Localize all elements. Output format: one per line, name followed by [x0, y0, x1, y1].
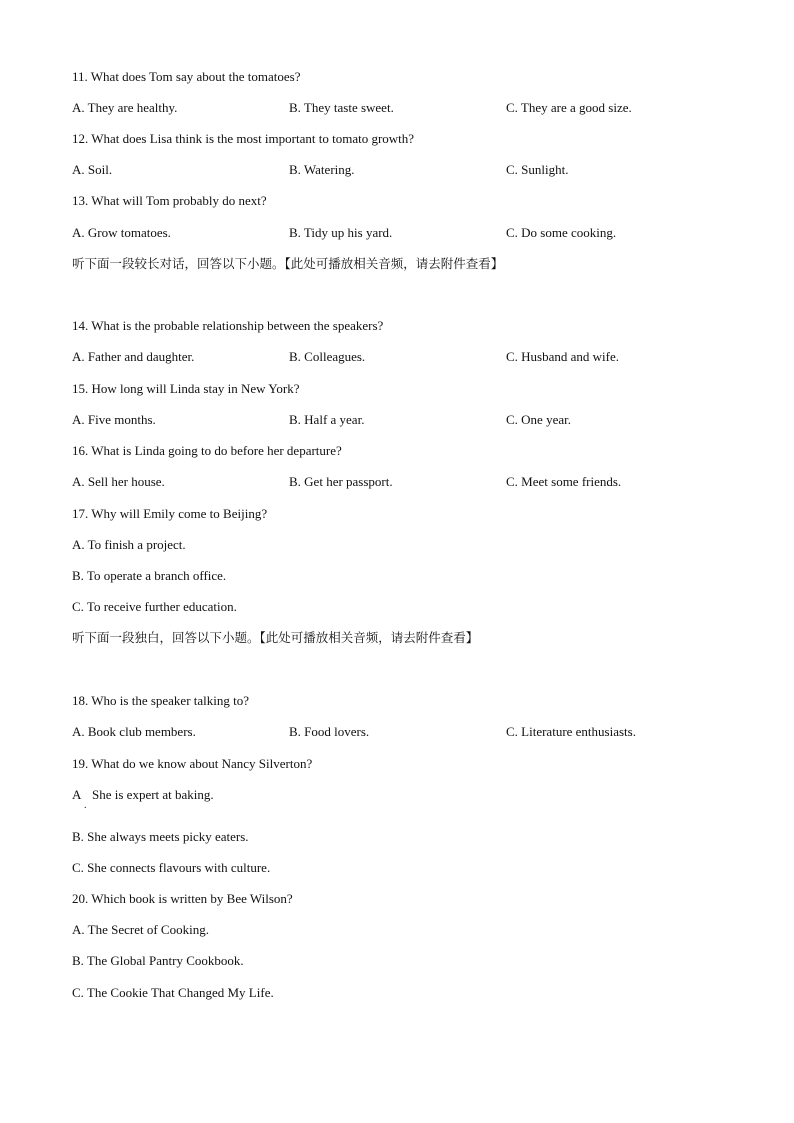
question-13-stem: 13. What will Tom probably do next? — [72, 193, 267, 208]
question-19-option-c: C. She connects flavours with culture. — [72, 860, 271, 875]
listening-instruction-dialogue: 听下面一段较长对话，回答以下小题。【此处可播放相关音频，请去附件查看】 — [72, 256, 504, 271]
question-20-option-a: A. The Secret of Cooking. — [72, 922, 209, 937]
question-12-option-c: C. Sunlight. — [506, 162, 569, 177]
question-11-stem: 11. What does Tom say about the tomatoes? — [72, 69, 301, 84]
question-12-option-b: B. Watering. — [289, 162, 355, 177]
question-18-stem: 18. Who is the speaker talking to? — [72, 693, 250, 708]
question-19-option-a-text: She is expert at baking. — [92, 787, 214, 802]
question-20-option-c: C. The Cookie That Changed My Life. — [72, 985, 274, 1000]
question-16-stem: 16. What is Linda going to do before her departure? — [72, 443, 342, 458]
listening-instruction-monologue: 听下面一段独白，回答以下小题。【此处可播放相关音频，请去附件查看】 — [72, 630, 479, 645]
question-11-option-a: A. They are healthy. — [72, 100, 178, 115]
question-16-option-b: B. Get her passport. — [289, 474, 393, 489]
question-14-option-b: B. Colleagues. — [289, 349, 366, 364]
question-12-stem: 12. What does Lisa think is the most important to tomato growth? — [72, 131, 415, 146]
question-13-option-a: A. Grow tomatoes. — [72, 225, 171, 240]
question-18-option-a: A. Book club members. — [72, 724, 196, 739]
question-19-option-b: B. She always meets picky eaters. — [72, 829, 249, 844]
question-20-option-b: B. The Global Pantry Cookbook. — [72, 953, 244, 968]
question-14-option-c: C. Husband and wife. — [506, 349, 620, 364]
question-14-stem: 14. What is the probable relationship between the speakers? — [72, 318, 384, 333]
question-19-option-a-dot: . — [84, 800, 87, 811]
question-15-option-a: A. Five months. — [72, 412, 156, 427]
question-15-stem: 15. How long will Linda stay in New York? — [72, 381, 300, 396]
question-17-option-a: A. To finish a project. — [72, 537, 186, 552]
question-13-option-c: C. Do some cooking. — [506, 225, 617, 240]
question-19-option-a-letter: A — [72, 787, 82, 802]
question-15-option-c: C. One year. — [506, 412, 571, 427]
question-15-option-b: B. Half a year. — [289, 412, 365, 427]
question-18-option-c: C. Literature enthusiasts. — [506, 724, 636, 739]
question-14-option-a: A. Father and daughter. — [72, 349, 195, 364]
question-11-option-b: B. They taste sweet. — [289, 100, 394, 115]
question-17-stem: 17. Why will Emily come to Beijing? — [72, 506, 268, 521]
question-20-stem: 20. Which book is written by Bee Wilson? — [72, 891, 293, 906]
question-19-stem: 19. What do we know about Nancy Silverton? — [72, 756, 313, 771]
question-17-option-b: B. To operate a branch office. — [72, 568, 227, 583]
question-17-option-c: C. To receive further education. — [72, 599, 237, 614]
question-16-option-c: C. Meet some friends. — [506, 474, 622, 489]
question-12-option-a: A. Soil. — [72, 162, 113, 177]
question-16-option-a: A. Sell her house. — [72, 474, 165, 489]
question-18-option-b: B. Food lovers. — [289, 724, 370, 739]
question-11-option-c: C. They are a good size. — [506, 100, 632, 115]
question-13-option-b: B. Tidy up his yard. — [289, 225, 393, 240]
